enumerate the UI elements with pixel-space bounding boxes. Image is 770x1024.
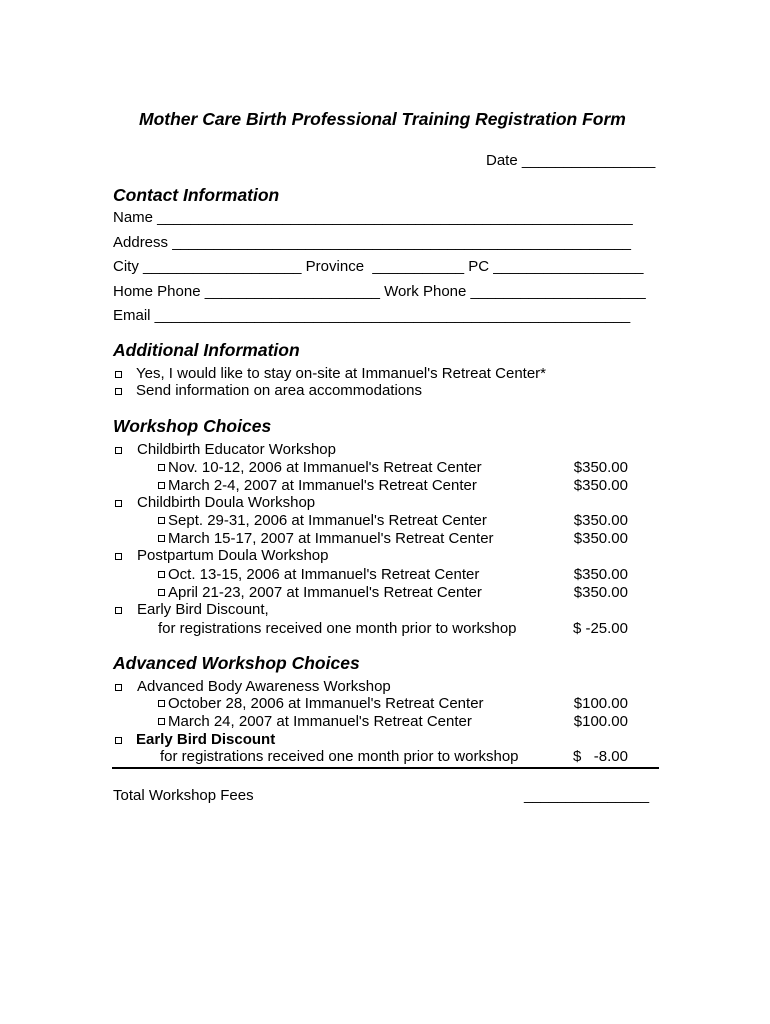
divider-rule xyxy=(112,767,659,769)
early-bird-detail: for registrations received one month prior to workshop xyxy=(158,620,517,637)
total-field[interactable]: _______________ xyxy=(524,787,650,804)
city-province-pc-fields[interactable]: City ___________________ Province ___________ PC __________________ xyxy=(113,258,644,275)
checkbox-stay-onsite[interactable] xyxy=(115,371,122,378)
option-label: Sept. 29-31, 2006 at Immanuel's Retreat Center xyxy=(168,512,487,529)
name-field[interactable]: Name _________________________________________________________ xyxy=(113,209,633,226)
option-accommodations-info: Send information on area accommodations xyxy=(136,382,422,399)
workshop-childbirth-educator: Childbirth Educator Workshop xyxy=(137,441,336,458)
option-label: Nov. 10-12, 2006 at Immanuel's Retreat Center xyxy=(168,459,482,476)
phone-fields[interactable]: Home Phone _____________________ Work Phone _____________________ xyxy=(113,283,646,300)
option-price: $350.00 xyxy=(573,477,628,494)
option-price: $350.00 xyxy=(573,530,628,547)
checkbox-childbirth-educator[interactable] xyxy=(115,447,122,454)
option-row xyxy=(158,530,494,548)
checkbox-option[interactable] xyxy=(158,482,165,489)
option-stay-onsite: Yes, I would like to stay on-site at Immanuel's Retreat Center* xyxy=(136,365,547,382)
checkbox-option[interactable] xyxy=(158,464,165,471)
option-row xyxy=(158,695,484,713)
advanced-early-bird-price: $ -8.00 xyxy=(572,748,628,765)
option-row xyxy=(158,477,477,495)
checkbox-childbirth-doula[interactable] xyxy=(115,500,122,507)
option-row xyxy=(158,584,482,602)
form-title: Mother Care Birth Professional Training Registration Form xyxy=(139,109,626,129)
option-price: $350.00 xyxy=(573,459,628,476)
checkbox-option[interactable] xyxy=(158,517,165,524)
checkbox-option[interactable] xyxy=(158,589,165,596)
checkbox-advanced-early-bird[interactable] xyxy=(115,737,122,744)
option-row xyxy=(158,459,482,477)
option-label: October 28, 2006 at Immanuel's Retreat Center xyxy=(168,695,484,712)
checkbox-accommodations-info[interactable] xyxy=(115,388,122,395)
advanced-early-bird-label: Early Bird Discount xyxy=(136,731,276,748)
workshop-childbirth-doula: Childbirth Doula Workshop xyxy=(137,494,316,511)
option-price: $100.00 xyxy=(573,695,628,712)
workshop-postpartum-doula: Postpartum Doula Workshop xyxy=(137,547,329,564)
additional-heading: Additional Information xyxy=(113,340,300,360)
advanced-early-bird-detail: for registrations received one month prior to workshop xyxy=(160,748,519,765)
address-field[interactable]: Address _______________________________________________________ xyxy=(113,234,632,251)
checkbox-advanced-body-awareness[interactable] xyxy=(115,684,122,691)
option-price: $350.00 xyxy=(573,512,628,529)
early-bird-label: Early Bird Discount, xyxy=(137,601,269,618)
early-bird-price: $ -25.00 xyxy=(572,620,628,637)
option-row xyxy=(158,512,487,530)
workshop-heading: Workshop Choices xyxy=(113,416,272,436)
advanced-heading: Advanced Workshop Choices xyxy=(113,653,360,673)
option-price: $350.00 xyxy=(573,584,628,601)
option-label: March 24, 2007 at Immanuel's Retreat Center xyxy=(168,713,472,730)
checkbox-option[interactable] xyxy=(158,571,165,578)
checkbox-early-bird[interactable] xyxy=(115,607,122,614)
option-row xyxy=(158,713,472,731)
contact-heading: Contact Information xyxy=(113,185,280,205)
option-price: $100.00 xyxy=(573,713,628,730)
total-label: Total Workshop Fees xyxy=(113,787,254,804)
option-label: April 21-23, 2007 at Immanuel's Retreat Center xyxy=(168,584,482,601)
date-field[interactable]: Date ________________ xyxy=(486,152,656,169)
workshop-advanced-body-awareness: Advanced Body Awareness Workshop xyxy=(137,678,391,695)
checkbox-postpartum-doula[interactable] xyxy=(115,553,122,560)
option-label: March 15-17, 2007 at Immanuel's Retreat Center xyxy=(168,530,494,547)
checkbox-option[interactable] xyxy=(158,700,165,707)
email-field[interactable]: Email _________________________________________________________ xyxy=(113,307,631,324)
option-label: March 2-4, 2007 at Immanuel's Retreat Center xyxy=(168,477,477,494)
option-label: Oct. 13-15, 2006 at Immanuel's Retreat Center xyxy=(168,566,480,583)
option-row xyxy=(158,566,479,584)
checkbox-option[interactable] xyxy=(158,535,165,542)
option-price: $350.00 xyxy=(573,566,628,583)
checkbox-option[interactable] xyxy=(158,718,165,725)
